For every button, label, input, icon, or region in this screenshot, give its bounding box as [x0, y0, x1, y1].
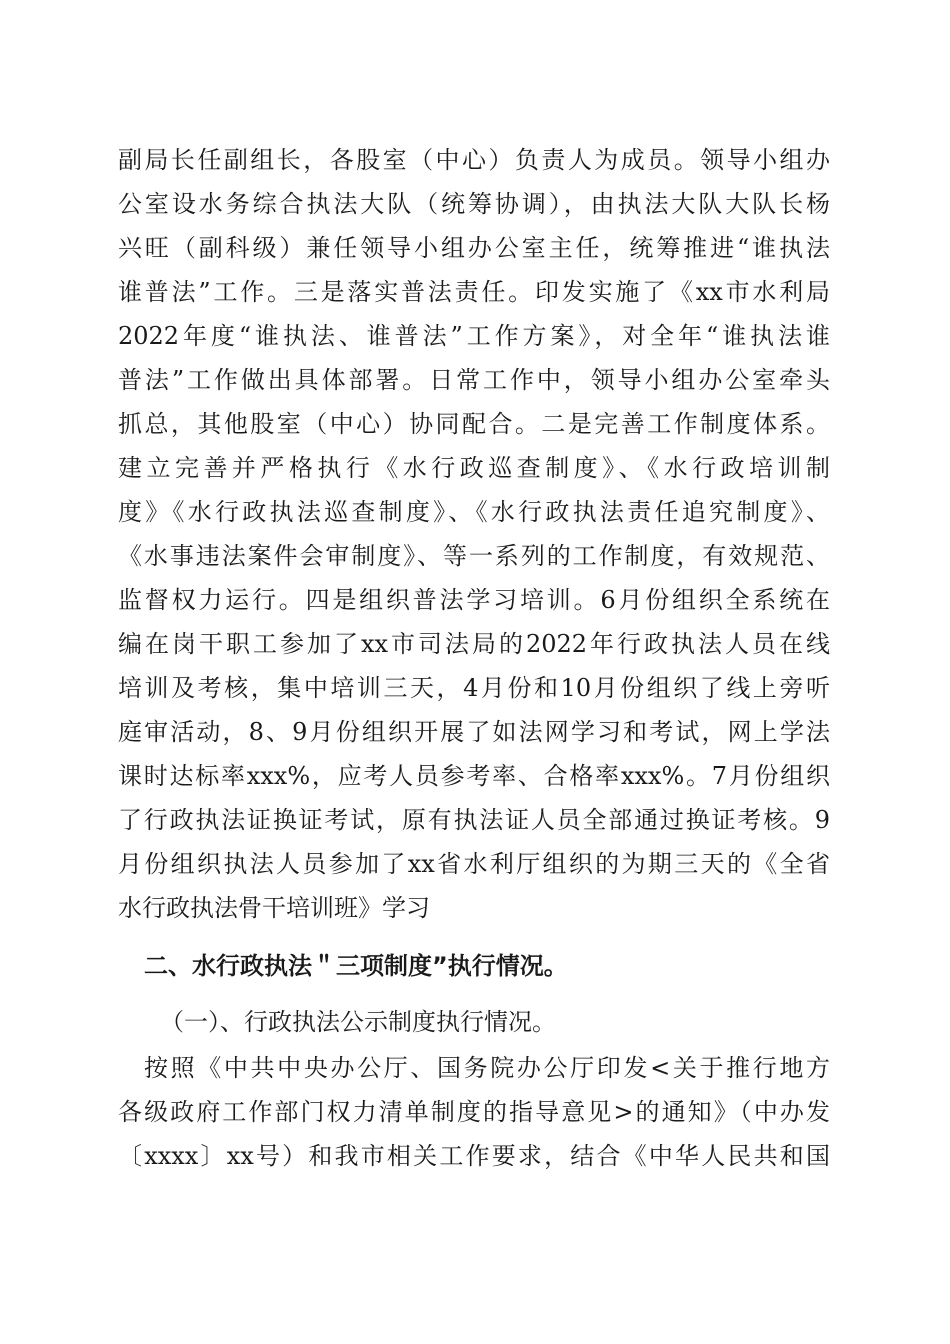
body-text-line: 培训及考核，集中培训三天，4月份和10月份组织了线上旁听: [118, 674, 830, 702]
body-text-line: 普法”工作做出具体部署。日常工作中，领导小组办公室牵头: [118, 366, 830, 394]
body-text-line: 编在岗干职工参加了xx市司法局的2022年行政执法人员在线: [118, 630, 830, 658]
body-text-line: 水行政执法骨干培训班》学习: [118, 894, 430, 922]
body-text-line: 庭审活动，8、9月份组织开展了如法网学习和考试，网上学法: [118, 718, 830, 746]
body-text-line: 〔xxxx〕xx号）和我市相关工作要求，结合《中华人民共和国: [118, 1142, 830, 1170]
body-text-line: 度》《水行政执法巡查制度》、《水行政执法责任追究制度》、: [118, 498, 830, 526]
section-heading: 二、水行政执法＂三项制度”执行情况。: [144, 952, 568, 980]
body-text-line: 建立完善并严格执行《水行政巡查制度》、《水行政培训制: [118, 454, 830, 482]
body-text-line: 兴旺（副科级）兼任领导小组办公室主任，统筹推进“谁执法: [118, 234, 830, 262]
body-text-line: 课时达标率xxx%，应考人员参考率、合格率xxx%。7月份组织: [118, 762, 830, 790]
body-text-line: 公室设水务综合执法大队（统筹协调），由执法大队大队长杨: [118, 190, 830, 218]
body-text-line: 副局长任副组长，各股室（中心）负责人为成员。领导小组办: [118, 146, 830, 174]
body-text-line: 月份组织执法人员参加了xx省水利厅组织的为期三天的《全省: [118, 850, 830, 878]
body-text-line: 监督权力运行。四是组织普法学习培训。6月份组织全系统在: [118, 586, 830, 614]
subsection-heading: （一）、行政执法公示制度执行情况。: [160, 1008, 556, 1036]
body-text-line: 2022年度“谁执法、谁普法”工作方案》，对全年“谁执法谁: [118, 322, 830, 350]
body-text-line: 各级政府工作部门权力清单制度的指导意见>的通知》（中办发: [118, 1098, 830, 1126]
body-text-line: 按照《中共中央办公厅、国务院办公厅印发<关于推行地方: [144, 1054, 830, 1082]
body-text-line: 了行政执法证换证考试，原有执法证人员全部通过换证考核。9: [118, 806, 830, 834]
body-text-line: 抓总，其他股室（中心）协同配合。二是完善工作制度体系。: [118, 410, 830, 438]
body-text-line: 《水事违法案件会审制度》、等一系列的工作制度，有效规范、: [118, 542, 830, 570]
body-text-line: 谁普法”工作。三是落实普法责任。印发实施了《xx市水利局: [118, 278, 830, 306]
